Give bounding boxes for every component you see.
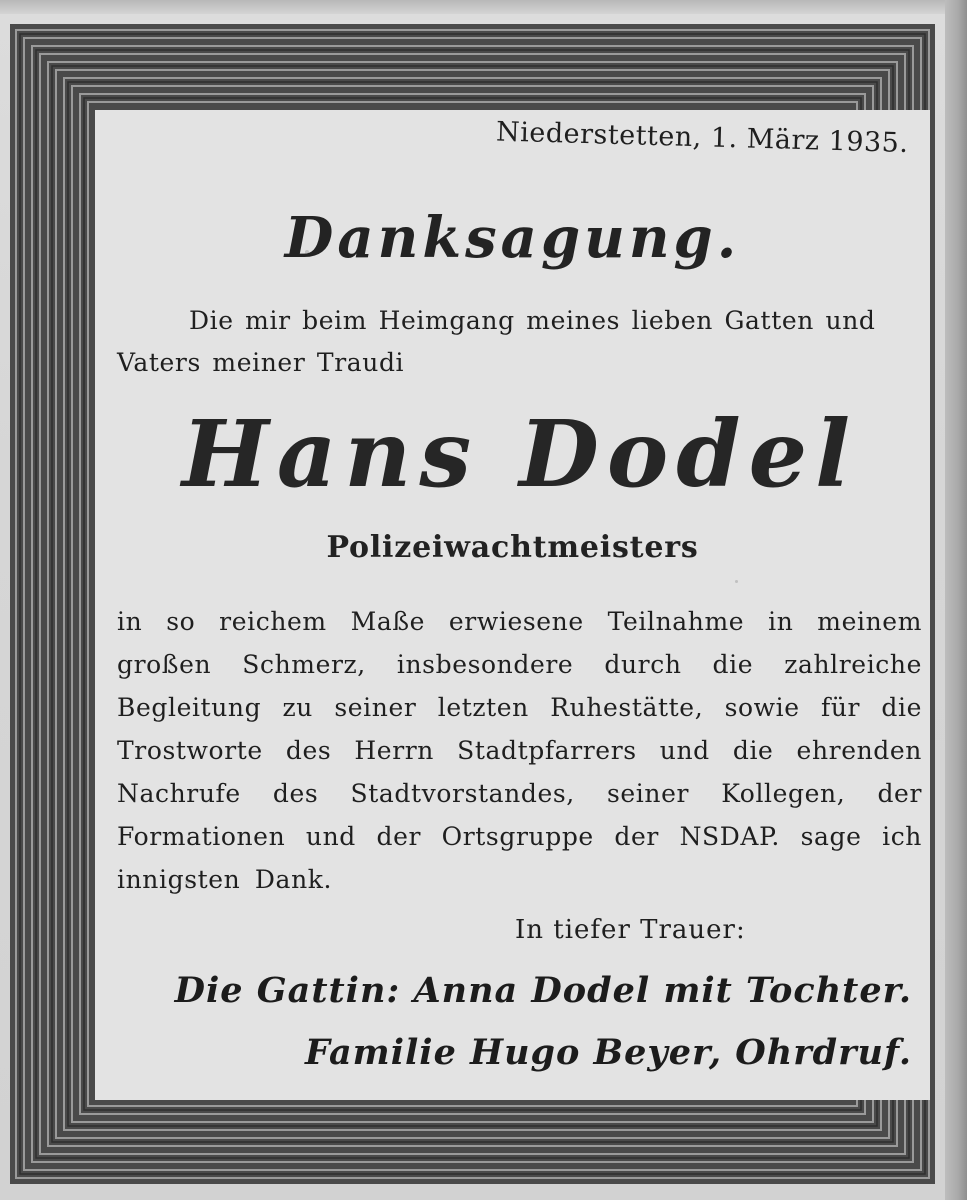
place-and-date: Niederstetten, 1. März 1935. (495, 116, 909, 159)
signature-widow: Die Gattin: Anna Dodel mit Tochter. (174, 970, 912, 1011)
mourning-line: In tiefer Trauer: (515, 915, 746, 945)
print-speck (185, 880, 190, 884)
notice-content (95, 110, 930, 1100)
thanks-body-text: in so reichem Maße erwiesene Teilnahme in meinem großen Schmerz, insbesondere durch die zahlreiche Begleitung zu seiner letzten Ruhestätte, sowie für die Trostworte des Herrn Stadtpfarrers und die ehrenden Nachrufe des Stadtvorstandes, seiner Kollegen, der Formationen und der Ortsgruppe der NSDAP. sage ich innigsten Dank. (117, 607, 922, 894)
intro-text: Die mir beim Heimgang meines lieben Gatten und Vaters meiner Traudi (117, 306, 876, 377)
print-speck (305, 250, 309, 254)
signature-family: Familie Hugo Beyer, Ohrdruf. (305, 1032, 912, 1073)
deceased-name: Hans Dodel (181, 400, 859, 508)
deceased-rank: Polizeiwachtmeisters (326, 530, 699, 565)
page-right-edge (945, 0, 967, 1200)
print-speck (735, 580, 738, 583)
notice-heading: Danksagung. (284, 205, 741, 271)
page-top-edge (0, 0, 967, 14)
